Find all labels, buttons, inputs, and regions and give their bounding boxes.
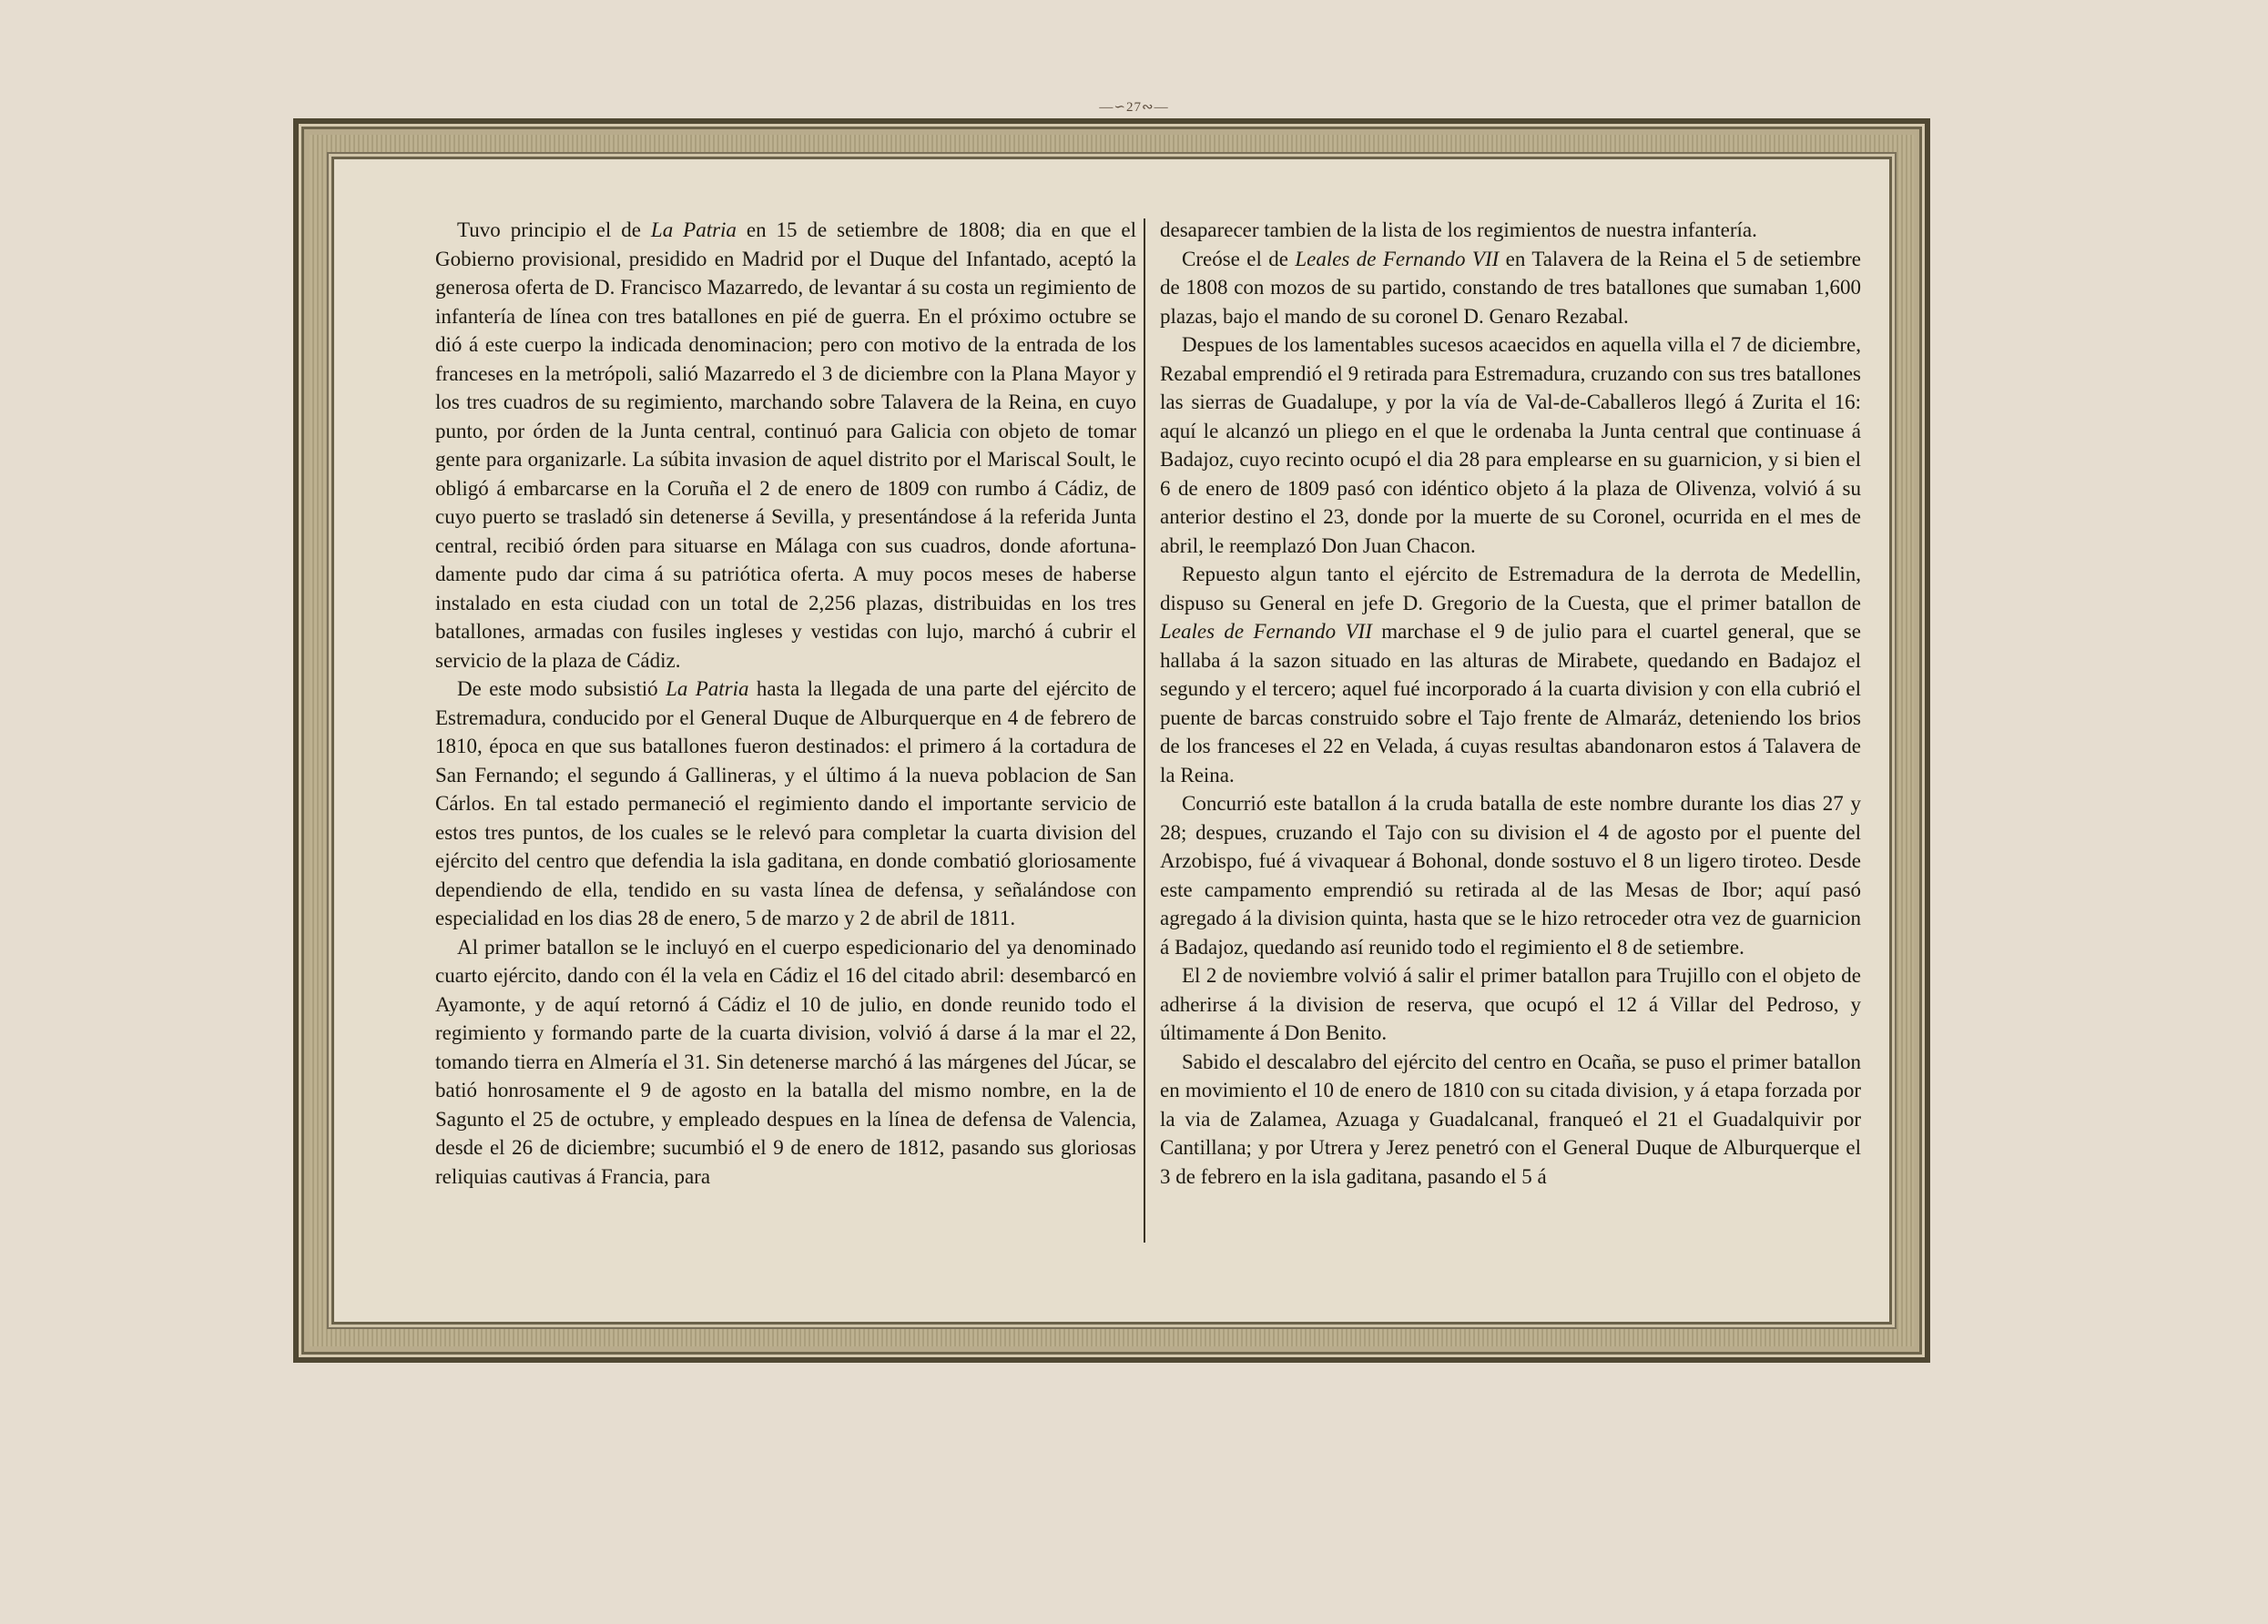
paragraph bbox=[1160, 560, 1861, 789]
text-run: hasta la llegada de una parte del ejército de Estremadura, conducido por el General Duque de Alburquerque en 4 de febrero de 1810, época en que sus batallones fueron destinados: el primero á la cortadura de San Fernando; el segundo á Gallineras, y el último á la nueva poblacion de San Cárlos. En tal estado permaneció el regimiento dando el importante servicio de estos tres puntos, de los cuales se le relevó para completar la cuarta division del ejército del centro que defendia la isla gaditana, en donde combatió gloriosamente dependiendo de ella, tendido en su vasta línea de defensa, y señalándose con especialidad en los dias 28 de enero, 5 de marzo y 2 de abril de 1811. bbox=[435, 677, 1136, 929]
paragraph bbox=[1160, 789, 1861, 961]
text-run: Tuvo principio el de bbox=[457, 218, 651, 241]
page-number: —∽27∾— bbox=[1099, 100, 1169, 115]
paragraph bbox=[1160, 330, 1861, 560]
paragraph bbox=[435, 675, 1136, 933]
italic-title: La Patria bbox=[650, 218, 737, 241]
italic-title: Leales de Fernando VII bbox=[1160, 620, 1372, 643]
text-run: Repuesto algun tanto el ejército de Estremadura de la derrota de Medellin, dispuso su General en jefe D. Gregorio de la Cuesta, que el primer batallon de bbox=[1160, 563, 1861, 614]
text-run: Al primer batallon se le incluyó en el cuerpo espedicionario del ya denominado cuarto ejército, dando con él la vela en Cádiz el 16 del citado abril: desembarcó en Ayamonte, y de aquí retornó á Cádiz el 10 de julio, en donde reunido todo el regimiento y formando parte de la cuarta division, volvió á darse á la mar el 22, tomando tierra en Almería el 31. Sin detenerse marchó á las márgenes del Júcar, se batió honrosamente el 9 de agosto en la batalla del mismo nombre, en la de Sagunto el 25 de octubre, y empleado despues en la línea de defensa de Valencia, desde el 26 de diciembre; sucumbió el 9 de enero de 1812, pasando sus gloriosas reliquias cautivas á Francia, para bbox=[435, 935, 1136, 1188]
paragraph bbox=[1160, 245, 1861, 331]
right-text-column bbox=[1160, 216, 1861, 1191]
italic-title: La Patria bbox=[666, 677, 749, 700]
left-text-column bbox=[435, 216, 1136, 1191]
text-run: marchase el 9 de julio para el cuartel general, que se hallaba á la sazon situado en las alturas de Mirabete, quedando en Badajoz el segundo y el tercero; aquel fué incorporado á la cuarta division y con ella cubrió el puente de barcas construido sobre el Tajo frente de Almaráz, deteniendo los brios de los franceses el 22 en Velada, á cuyas resultas abandonaron estos á Talavera de la Reina. bbox=[1160, 620, 1861, 787]
text-run: Creóse el de bbox=[1182, 247, 1296, 270]
paragraph bbox=[435, 216, 1136, 675]
italic-title: Leales de Fernando VII bbox=[1295, 247, 1500, 270]
text-run: El 2 de noviembre volvió á salir el primer batallon para Trujillo con el objeto de adherirse á la division de reserva, que ocupó el 12 á Villar del Pedroso, y últimamente á Don Benito. bbox=[1160, 964, 1861, 1044]
page-number-value: 27 bbox=[1126, 100, 1142, 115]
paragraph bbox=[1160, 961, 1861, 1048]
paragraph bbox=[1160, 216, 1861, 245]
paragraph bbox=[1160, 1048, 1861, 1192]
text-run: Concurrió este batallon á la cruda batalla de este nombre durante los dias 27 y 28; despues, cruzando el Tajo con su division el 4 de agosto por el puente del Arzobispo, fué á vivaquear á Bohonal, donde sostuvo el 8 un ligero tiroteo. Desde este campamento emprendió su retirada al de las Mesas de Ibor; aquí pasó agregado á la division quinta, hasta que se le hizo retroceder otra vez de guarnicion á Badajoz, quedando así reunido todo el regimiento el 8 de setiembre. bbox=[1160, 792, 1861, 959]
text-run: Sabido el descalabro del ejército del centro en Ocaña, se puso el primer batallon en movimiento el 10 de enero de 1810 con su citada division, y á etapa forzada por la via de Zalamea, Azuaga y Guadalcanal, franqueó el 21 el Guadalquivir por Cantillana; y por Utrera y Jerez penetró con el General Duque de Alburquerque el 3 de febrero en la isla gaditana, pasando el 5 á bbox=[1160, 1050, 1861, 1188]
text-run: en 15 de setiembre de 1808; dia en que el Gobierno provisional, presidido en Madrid por el Duque del Infantado, aceptó la generosa oferta de D. Francisco Mazarredo, de levantar á su costa un regimiento de infantería de línea con tres batallones en pié de guerra. En el próximo octubre se dió á este cuerpo la indicada denominacion; pero con motivo de la entrada de los franceses en la metrópoli, salió Mazarredo el 3 de diciembre con la Plana Mayor y los tres cuadros de su regimiento, marchando sobre Talavera de la Reina, en cuyo punto, por órden de la Junta central, continuó para Galicia con objeto de tomar gente para organizarle. La súbita invasion de aquel distrito por el Mariscal Soult, le obligó á embarcarse en la Coruña el 2 de enero de 1809 con rumbo á Cádiz, de cuyo puerto se trasladó sin detenerse á Sevilla, y presentándose á la referida Junta central, recibió órden para situarse en Málaga con sus cuadros, donde afortunadamente pudo dar cima á su patriótica oferta. A muy pocos meses de haberse instalado en esta ciudad con un total de 2,256 plazas, distribuidas en los tres batallones, armadas con fusiles ingleses y vestidas con lujo, marchó á cubrir el servicio de la plaza de Cádiz. bbox=[435, 218, 1136, 672]
column-divider bbox=[1144, 218, 1145, 1243]
text-run: Despues de los lamentables sucesos acaecidos en aquella villa el 7 de diciembre, Rezabal emprendió el 9 retirada para Estremadura, cruzando con sus tres batallones las sierras de Guadalupe, y por la vía de Val-de-Caballeros llegó á Zurita el 16: aquí le alcanzó un pliego en el que le ordenaba la Junta central que continuase á Badajoz, cuyo recinto ocupó el dia 28 para emplearse en su guarnicion, y si bien el 6 de enero de 1809 pasó con idéntico objeto á la plaza de Olivenza, volvió á su anterior destino el 23, donde por la muerte de su Coronel, ocurrida en el mes de abril, le reemplazó Don Juan Chacon. bbox=[1160, 333, 1861, 557]
paragraph bbox=[435, 933, 1136, 1192]
text-run: De este modo subsistió bbox=[457, 677, 666, 700]
text-run: en Talavera de la Reina el 5 de setiembre de 1808 con mozos de su partido, constando de tres batallones que sumaban 1,600 plazas, bajo el mando de su coronel D. Genaro Rezabal. bbox=[1160, 247, 1861, 328]
text-run: desaparecer tambien de la lista de los regimientos de nuestra infantería. bbox=[1160, 218, 1757, 241]
